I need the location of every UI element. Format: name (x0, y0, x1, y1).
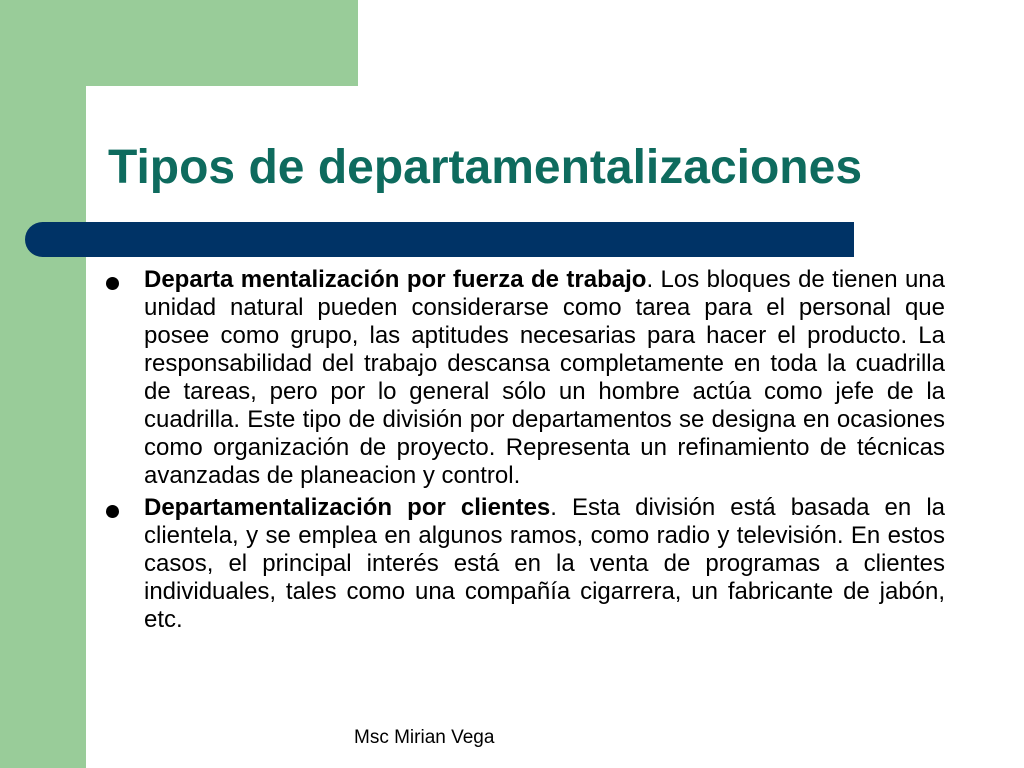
footer-author: Msc Mirian Vega (354, 727, 495, 748)
bullet-text: . Los bloques de tienen una unidad natural pueden considerarse como tarea para el personal que posee como grupo, las aptitudes necesarias para hacer el producto. La responsabilidad del trabajo descansa completamente en toda la cuadrilla de tareas, pero por lo general sólo un hombre actúa como jefe de la cuadrilla. Este tipo de división por departamentos se designa en ocasiones como organización de proyecto. Representa un refinamiento de técnicas avanzadas de planeacion y control. (144, 266, 945, 489)
slide-title: Tipos de departamentalizaciones (108, 141, 863, 194)
top-green-band (0, 0, 358, 86)
bullet-heading: Departa mentalización por fuerza de trabajo (144, 266, 647, 293)
bullet-dot-icon (106, 277, 119, 290)
bullet-heading: Departamentalización por clientes (144, 494, 551, 521)
bullet-dot-icon (106, 505, 119, 518)
bullet-text: . Esta división está basada en la clientela, y se emplea en algunos ramos, como radio y televisión. En estos casos, el principal interés está en la venta de programas a clientes individuales, tales como una compañía cigarrera, un fabricante de jabón, etc. (144, 494, 945, 633)
left-green-band (0, 0, 86, 768)
bullet-item-clientes (104, 494, 945, 634)
bullet-item-fuerza-de-trabajo (104, 266, 945, 490)
title-underline-bar (25, 222, 854, 257)
bullet-list (104, 266, 945, 638)
